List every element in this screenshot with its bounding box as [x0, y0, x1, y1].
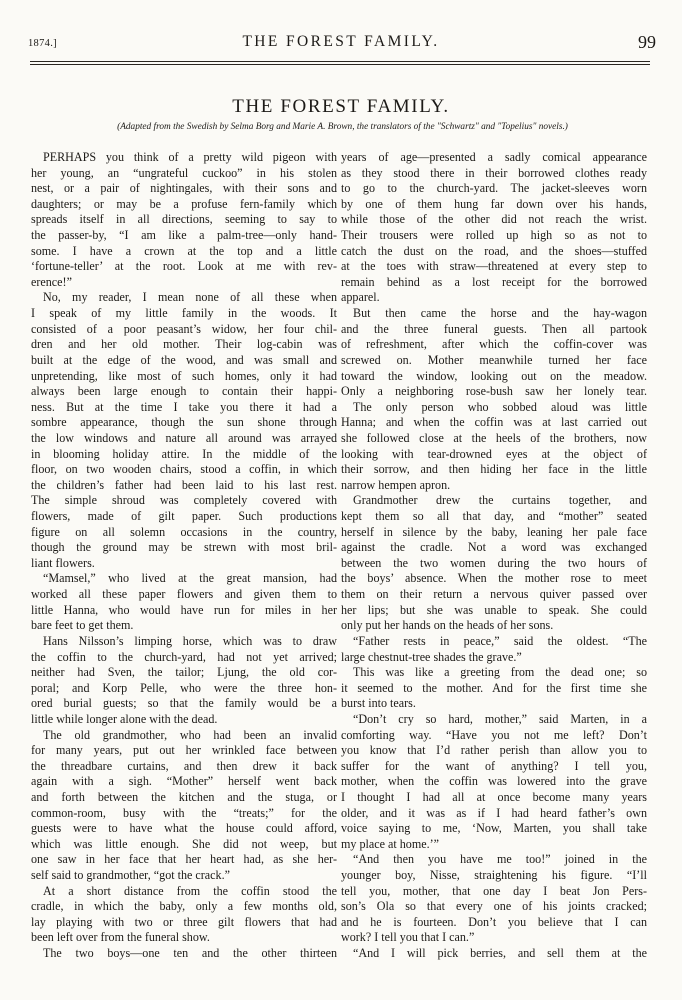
- text-line: Grandmother drew the curtains together, and: [353, 493, 647, 508]
- text-line: looking with tear-drowned eyes at the object of: [341, 446, 647, 461]
- text-line: of refreshment, after which the coffin-cover was: [341, 337, 647, 352]
- text-line: some. I have a crown at the top and a little: [31, 243, 337, 258]
- text-line: The two boys—one ten and the other thirteen: [43, 946, 337, 961]
- text-line: catch the dust on the road, and the shoes—stuffed: [341, 243, 647, 258]
- text-line: cradle, in which the baby, only a few months old,: [31, 899, 337, 914]
- text-line: she followed close at the heels of the brothers, now: [341, 430, 647, 445]
- text-line: again with a sigh. “Mother” herself went back: [31, 774, 337, 789]
- article-subtitle: (Adapted from the Swedish by Selma Borg and Marie A. Brown, the translators of the "Schwartz" and "Topelius" novels.): [117, 122, 568, 132]
- text-line: neither had Sven, the tailor; Ljung, the old cor-: [31, 665, 337, 680]
- text-line: younger boy, Nisse, straightening his figure. “I’ll: [341, 868, 647, 883]
- text-line: “Father rests in peace,” said the oldest. “The: [353, 633, 647, 648]
- text-line: suffer for the want of anything? I tell you,: [341, 758, 647, 773]
- text-line: at the toes with straw—threatened at every step to: [341, 259, 647, 274]
- header-rule-thin: [30, 61, 650, 62]
- text-line: years of age—presented a sadly comical appearance: [341, 150, 647, 164]
- text-line: her lips; but she was unable to speak. She could: [341, 602, 647, 617]
- text-line: little Hanna, who would have run for miles in her: [31, 602, 337, 617]
- text-line: been left over from the funeral show.: [31, 930, 210, 945]
- header-rule-thick: [30, 64, 650, 65]
- text-line: kept them so all that day, and “mother” seated: [341, 509, 647, 524]
- text-line: Hans Nilsson’s limping horse, which was to draw: [43, 633, 337, 648]
- text-line: bare feet to get them.: [31, 618, 134, 633]
- text-line: screwed on. Mother meanwhile turned her face: [341, 352, 647, 367]
- text-line: against the cradle. Not a word was exchanged: [341, 540, 647, 555]
- text-line: “And then you have me too!” joined in the: [353, 852, 647, 867]
- text-line: This was like a greeting from the dead one; so: [353, 665, 647, 680]
- text-line: while those of the other did not reach the wrist.: [341, 212, 647, 227]
- text-line: tell you, mother, that one day I beat Jon Pers-: [341, 883, 647, 898]
- text-line: the boys’ absence. When the mother rose to meet: [341, 571, 647, 586]
- page-number: 99: [638, 32, 656, 52]
- text-line: herself in silence by the baby, leaning her pale face: [341, 524, 647, 539]
- text-line: spreads itself in all directions, seeming to say to: [31, 212, 337, 227]
- text-line: and the three funeral guests. Then all partook: [341, 321, 647, 336]
- text-line: No, my reader, I mean none of all these when: [43, 290, 337, 305]
- text-line: But then came the horse and the hay-wagon: [353, 306, 647, 321]
- text-line: At a short distance from the coffin stood the: [43, 883, 337, 898]
- text-line: them on their return a nervous quiver passed over: [341, 587, 647, 602]
- text-line: narrow hempen apron.: [341, 477, 451, 492]
- text-line: older, and it was as if I had heard father’s own: [341, 805, 647, 820]
- text-line: the passer-by, “I am like a palm-tree—only hand-: [31, 228, 337, 243]
- text-line: daughters; or may be a profuse fern-family which: [31, 196, 337, 211]
- text-line: The simple shroud was completely covered with: [31, 493, 337, 508]
- text-line: lay playing with two or three gilt flowers that had: [31, 914, 337, 929]
- text-line: her young, an “ungrateful cuckoo” in his stolen: [31, 165, 337, 180]
- text-line: burst into tears.: [341, 696, 416, 711]
- text-line: floor, on two wooden chairs, stood a coffin, in which: [31, 462, 337, 477]
- text-line: to go to the church-yard. The jacket-sleeves worn: [341, 181, 647, 196]
- text-line: little while longer alone with the dead.: [31, 711, 218, 726]
- text-line: guests were to have what the house could afford,: [31, 821, 337, 836]
- text-line: sombre appearance, though the sun shone through: [31, 415, 337, 430]
- text-line: self said to grandmother, “got the crack.”: [31, 868, 230, 883]
- text-line: mother, when the coffin was lowered into the grave: [341, 774, 647, 789]
- text-line: worked all these paper flowers and given them to: [31, 587, 337, 602]
- text-line: and he is fourteen. Don’t you believe that I can: [341, 914, 647, 929]
- text-line: The old grandmother, who had been an invalid: [43, 727, 337, 742]
- text-line: I speak of my little family in the woods. It: [31, 306, 337, 321]
- text-line: erence!”: [31, 274, 72, 289]
- text-line: liant flowers.: [31, 555, 95, 570]
- text-line: as they stood there in their borrowed clothes ready: [341, 165, 647, 180]
- text-line: in blooming holiday attire. In the middle of the: [31, 446, 337, 461]
- text-line: work? I tell you that I can.”: [341, 930, 475, 945]
- text-line: unpretending, like most of such homes, only it had: [31, 368, 337, 383]
- running-title: THE FOREST FAMILY.: [242, 33, 440, 50]
- text-line: The only person who sobbed aloud was little: [353, 399, 647, 414]
- text-line: the threadbare curtains, and then drew it back: [31, 758, 337, 773]
- text-line: “Don’t cry so hard, mother,” said Marten, in a: [353, 711, 647, 726]
- text-line: poral; and Korp Pelle, who were the three hon-: [31, 680, 337, 695]
- text-line: ored burial guests; so that the family would be a: [31, 696, 337, 711]
- text-line: between the two women during the two hours of: [341, 555, 647, 570]
- text-line: Only a neighboring rose-bush saw her lonely tear.: [341, 384, 647, 399]
- text-line: “And I will pick berries, and sell them at the: [353, 946, 647, 961]
- text-line: ness. But at the time I take you there it had a: [31, 399, 337, 414]
- text-line: the children’s father had been laid to his last rest.: [31, 477, 337, 492]
- text-line: comforting way. “Have you not me left? Don’t: [341, 727, 647, 742]
- text-line: toward the window, looking out on the meadow.: [341, 368, 647, 383]
- text-line: only put her hands on the heads of her sons.: [341, 618, 554, 633]
- text-line: figure on all solemn occasions in the country,: [31, 524, 337, 539]
- text-line: “Mamsel,” who lived at the great mansion, had: [43, 571, 337, 586]
- text-line: consisted of a poor peasant’s widow, her four chil-: [31, 321, 337, 336]
- text-line: built at the edge of the wood, and was small and: [31, 352, 337, 367]
- text-line: their sorrow, and then hiding her face in the little: [341, 462, 647, 477]
- text-line: you know that I’d rather perish than allow you to: [341, 743, 647, 758]
- article-title: THE FOREST FAMILY.: [232, 96, 450, 117]
- text-line: large chestnut-tree shades the grave.”: [341, 649, 522, 664]
- text-column-left: [31, 150, 337, 962]
- text-line: though the ground may be strewn with most bril-: [31, 540, 337, 555]
- text-line: dren and her old mother. Their log-cabin was: [31, 337, 337, 352]
- text-line: nest, or a pair of nightingales, with their sons and: [31, 181, 337, 196]
- text-line: I thought I had all at once become many years: [341, 789, 647, 804]
- text-column-right: [341, 150, 647, 962]
- text-line: apparel.: [341, 290, 380, 305]
- text-line: by one of them hung far down over his hands,: [341, 196, 647, 211]
- text-line: always been large enough to contain their happi-: [31, 384, 337, 399]
- text-line: flowers, made of gilt paper. Such productions: [31, 509, 337, 524]
- text-line: the coffin to the church-yard, had not yet arrived;: [31, 649, 337, 664]
- text-line: PERHAPS you think of a pretty wild pigeon with: [43, 150, 337, 164]
- text-line: the low windows and nature all around was arrayed: [31, 430, 337, 445]
- text-line: remain behind as a lost receipt for the borrowed: [341, 274, 647, 289]
- text-line: voice saying to me, ‘Now, Marten, you shall take: [341, 821, 647, 836]
- text-line: and forth between the kitchen and the stuga, or: [31, 789, 337, 804]
- text-line: which was little enough. She did not weep, but: [31, 836, 337, 851]
- text-line: Their trousers were rolled up high so as not to: [341, 228, 647, 243]
- text-line: one saw in her face that her heart had, as she her-: [31, 852, 337, 867]
- text-line: for many years, put out her wrinkled face between: [31, 743, 337, 758]
- text-line: Hanna; and when the coffin was at last carried out: [341, 415, 647, 430]
- text-line: son’s Ola so that every one of his joints cracked;: [341, 899, 647, 914]
- text-line: my place at home.’”: [341, 836, 440, 851]
- text-line: common-room, busy with the “treats;” for the: [31, 805, 337, 820]
- header-year: 1874.]: [28, 38, 57, 49]
- text-line: it seemed to the mother. And for the first time she: [341, 680, 647, 695]
- text-line: ‘fortune-teller’ at the root. Look at me with rev-: [31, 259, 337, 274]
